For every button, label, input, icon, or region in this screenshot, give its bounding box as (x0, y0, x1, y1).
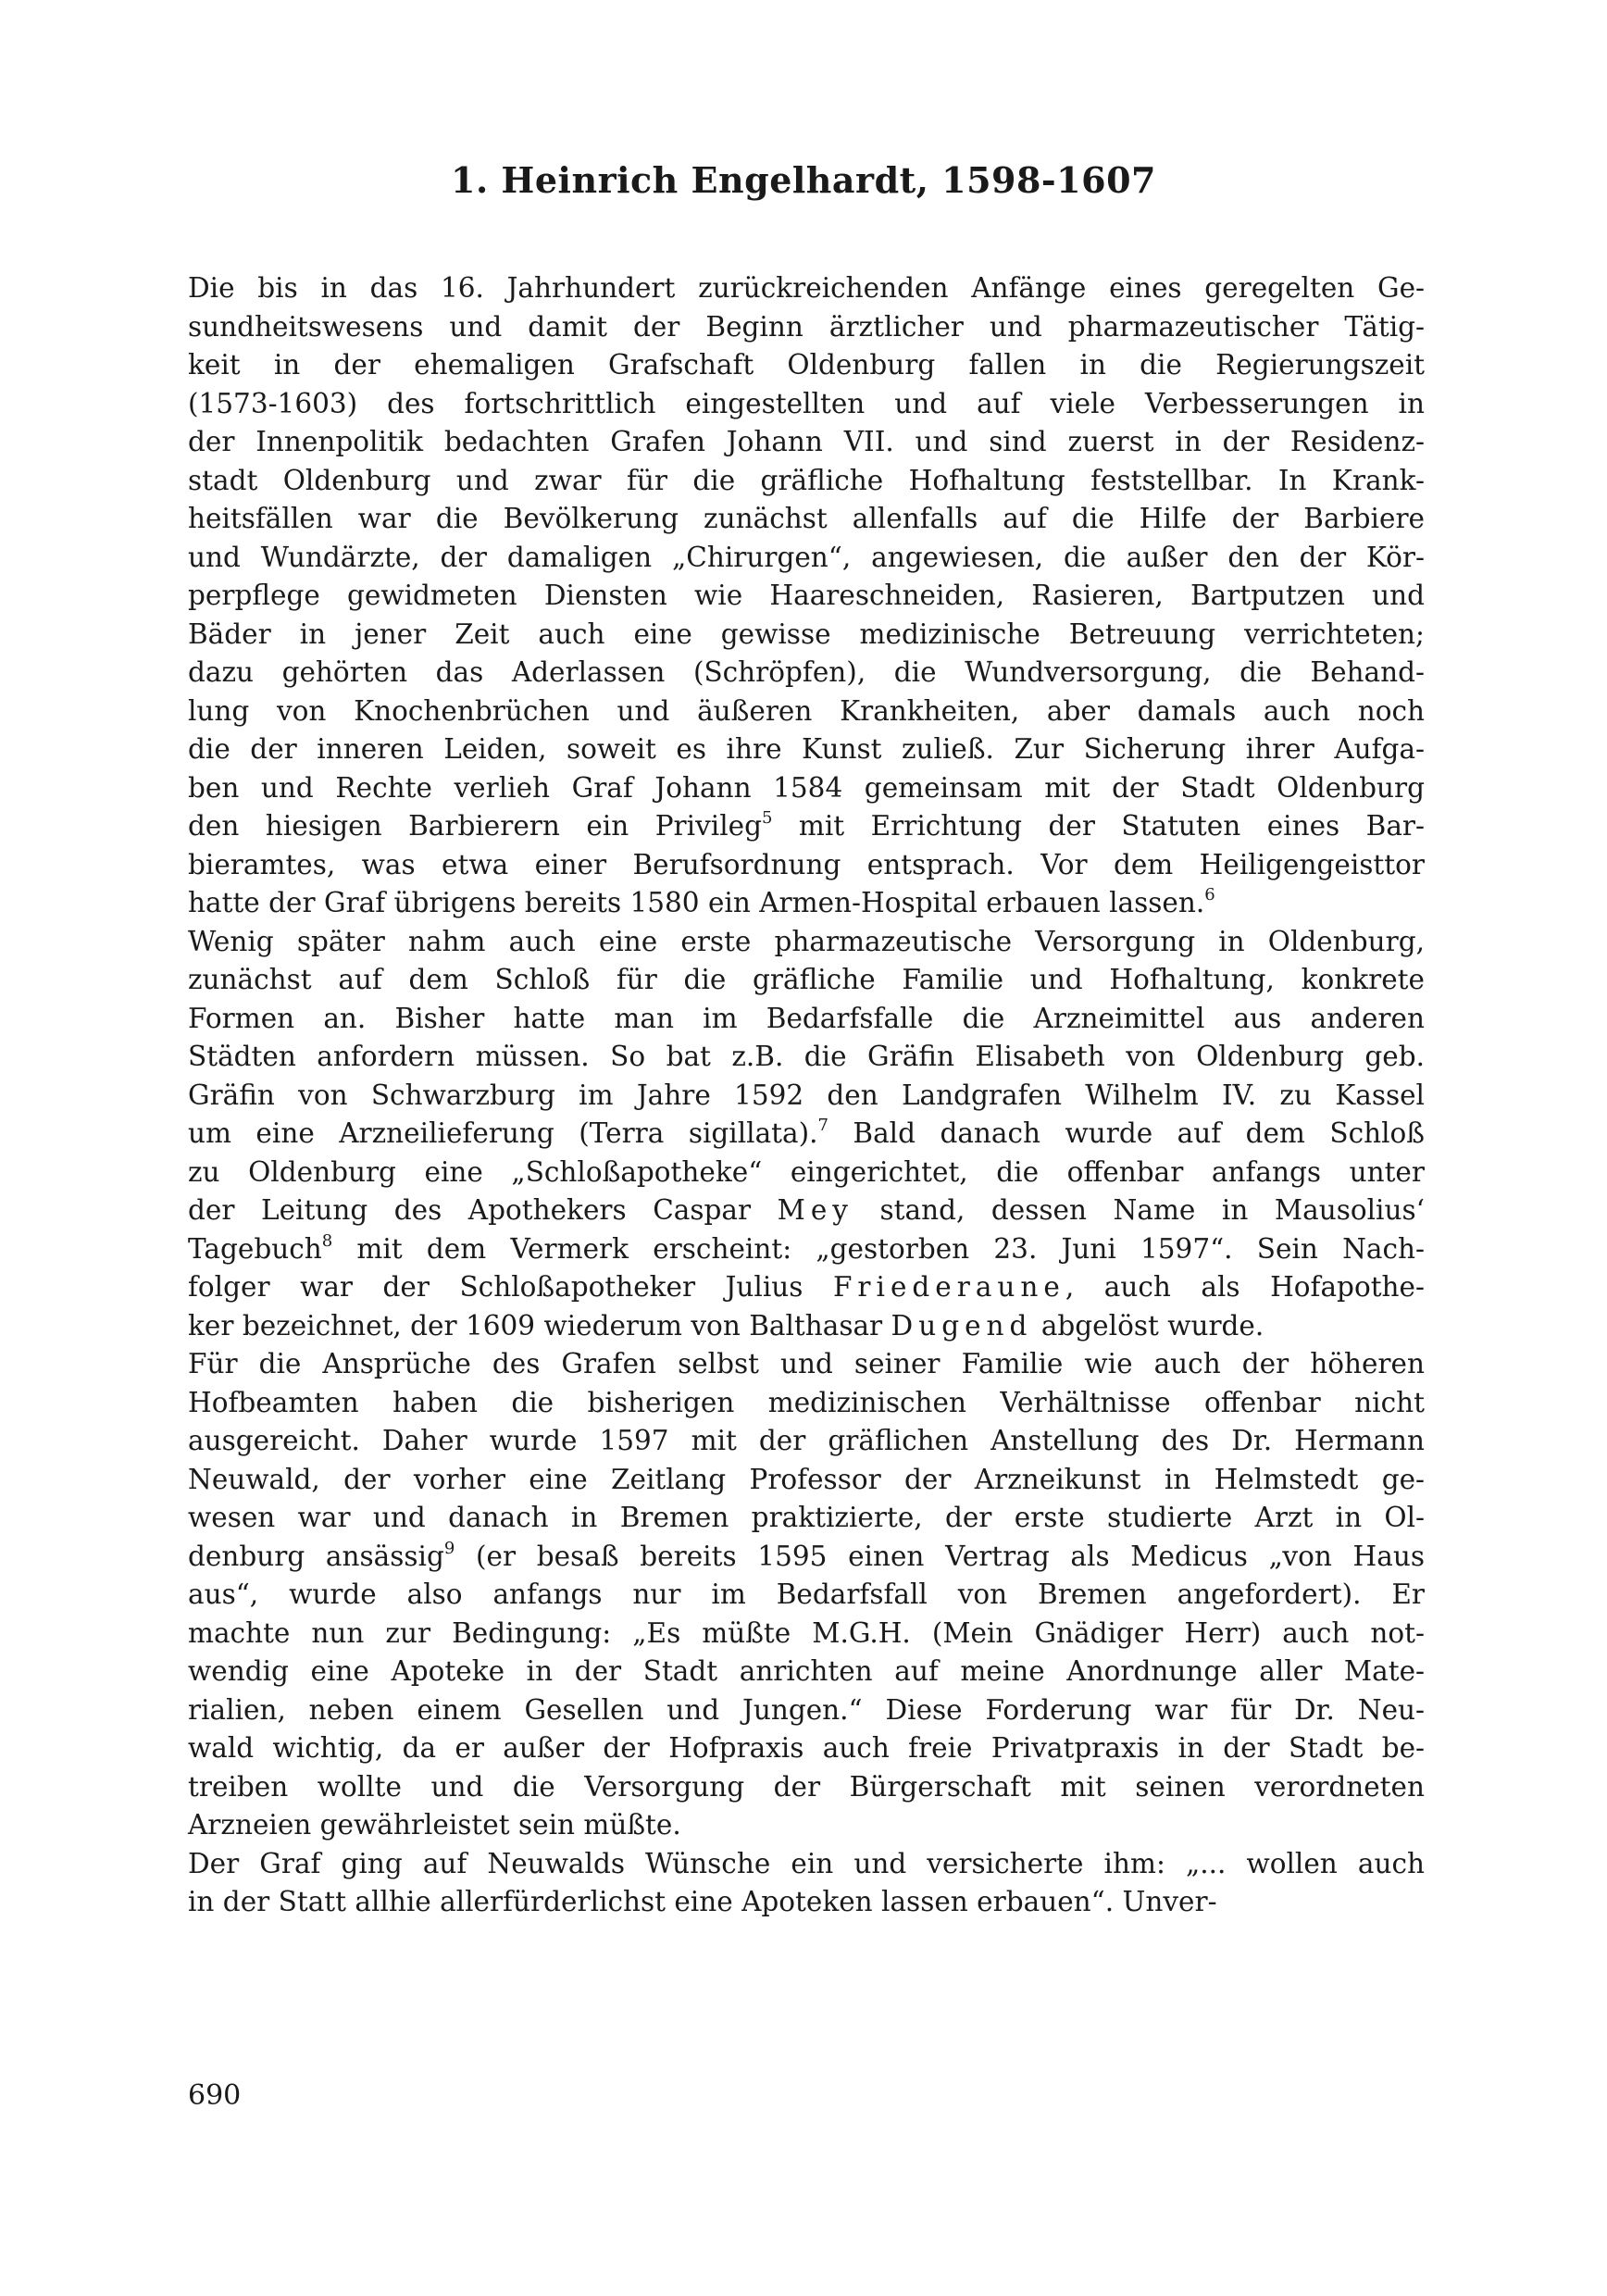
text-segment: den hiesigen Barbierern ein Privileg (188, 810, 762, 842)
text-segment: keit in der ehemaligen Grafschaft Oldenburg fallen in die Regierungszeit (188, 349, 1425, 381)
text-segment: lung von Knochenbrüchen und äußeren Krankheiten, aber damals auch noch (188, 694, 1425, 727)
text-segment: stand, dessen Name in Mausolius‘ (853, 1194, 1425, 1226)
spaced-name: Mey (777, 1194, 853, 1226)
text-segment: aus“, wurde also anfangs nur im Bedarfsfall von Bremen angefordert). Er (188, 1578, 1425, 1610)
text-line (188, 462, 1425, 501)
text-segment: mit dem Vermerk erscheint: „gestorben 23. Juni 1597“. Sein Nach- (332, 1232, 1425, 1265)
text-segment: sundheitswesens und damit der Beginn ärztlicher und pharmazeutischer Tätig- (188, 310, 1425, 343)
text-segment: machte nun zur Bedingung: „Es müßte M.G.H. (Mein Gnädiger Herr) auch not- (188, 1616, 1425, 1649)
text-segment: Gräfin von Schwarzburg im Jahre 1592 den Landgrafen Wilhelm IV. zu Kassel (188, 1079, 1425, 1111)
text-line (188, 1768, 1425, 1807)
text-segment: abgelöst wurde. (1032, 1309, 1264, 1341)
text-line (188, 385, 1425, 424)
text-segment: bieramtes, was etwa einer Berufsordnung entsprach. Vor dem Heiligengeisttor (188, 848, 1425, 880)
text-segment: der Innenpolitik bedachten Grafen Johann VII. und sind zuerst in der Residenz- (188, 426, 1425, 457)
text-line (188, 769, 1425, 808)
text-line (188, 1038, 1425, 1077)
text-line (188, 730, 1425, 769)
spaced-name: Friederaune (832, 1271, 1065, 1303)
text-segment: (er besaß bereits 1595 einen Vertrag als Medicus „von Haus (455, 1540, 1426, 1572)
text-line (188, 1729, 1425, 1768)
text-line (188, 1845, 1425, 1884)
text-line (188, 616, 1425, 655)
text-line (188, 1576, 1425, 1615)
footnote-ref: 5 (761, 808, 773, 829)
text-segment: wesen war und danach in Bremen praktizierte, der erste studierte Arzt in Ol- (188, 1502, 1425, 1533)
text-line (188, 1461, 1425, 1500)
text-line (188, 961, 1425, 1000)
text-line (188, 1307, 1425, 1346)
text-segment: in der Statt allhie allerfürderlichst eine Apoteken lassen erbauen“. Unver- (188, 1886, 1217, 1917)
text-line (188, 1691, 1425, 1730)
footnote-ref: 6 (1204, 885, 1215, 905)
text-segment: Wenig später nahm auch eine erste pharmazeutische Versorgung in Oldenburg, (188, 925, 1425, 957)
text-line (188, 269, 1425, 308)
text-line (188, 1883, 1425, 1922)
text-segment: zu Oldenburg eine „Schloßapotheke“ eingerichtet, die offenbar anfangs unter (188, 1155, 1425, 1188)
text-segment: um eine Arzneilieferung (Terra sigillata). (188, 1117, 818, 1149)
text-line (188, 1384, 1425, 1423)
text-segment: Hofbeamten haben die bisherigen medizinischen Verhältnisse offenbar nicht (188, 1386, 1425, 1418)
text-segment: dazu gehörten das Aderlassen (Schröpfen), die Wundversorgung, die Behand- (188, 656, 1425, 688)
text-line (188, 1499, 1425, 1538)
text-segment: hatte der Graf übrigens bereits 1580 ein Armen-Hospital erbauen lassen. (188, 887, 1205, 918)
text-line (188, 1000, 1425, 1039)
text-line (188, 1538, 1425, 1577)
text-segment: Bäder in jener Zeit auch eine gewisse medizinische Betreuung verrichteten; (188, 618, 1425, 650)
text-segment: denburg ansässig (188, 1540, 444, 1572)
text-segment: folger war der Schloßapotheker Julius (188, 1271, 833, 1303)
text-segment: ker bezeichnet, der 1609 wiederum von Balthasar (188, 1309, 891, 1341)
text-line (188, 1230, 1425, 1269)
text-segment: perpflege gewidmeten Diensten wie Haareschneiden, Rasieren, Bartputzen und (188, 580, 1425, 611)
text-segment: und Wundärzte, der damaligen „Chirurgen“, angewiesen, die außer den der Kör- (188, 541, 1425, 573)
text-segment: Für die Ansprüche des Grafen selbst und seiner Familie wie auch der höheren (188, 1348, 1425, 1379)
footnote-ref: 7 (817, 1116, 828, 1136)
text-line (188, 500, 1425, 539)
text-line (188, 1615, 1425, 1653)
text-line (188, 693, 1425, 731)
text-line (188, 308, 1425, 347)
text-segment: , auch als Hofapothe- (1065, 1271, 1425, 1303)
text-line (188, 539, 1425, 578)
text-segment: stadt Oldenburg und zwar für die gräfliche Hofhaltung feststellbar. In Krank- (188, 464, 1425, 496)
text-segment: zunächst auf dem Schloß für die gräfliche Familie und Hofhaltung, konkrete (188, 964, 1425, 995)
text-segment: der Leitung des Apothekers Caspar (188, 1194, 778, 1226)
text-line (188, 884, 1425, 923)
text-segment: Bald danach wurde auf dem Schloß (828, 1117, 1425, 1149)
text-segment: (1573-1603) des fortschrittlich eingestellten und auf viele Verbesserungen in (188, 387, 1425, 419)
text-segment: Städten anfordern müssen. So bat z.B. die Gräfin Elisabeth von Oldenburg geb. (188, 1041, 1425, 1072)
page-number: 690 (188, 2079, 242, 2112)
text-line (188, 846, 1425, 885)
text-segment: Arzneien gewährleistet sein müßte. (188, 1809, 681, 1841)
text-line (188, 1345, 1425, 1384)
text-line (188, 423, 1425, 462)
text-line (188, 1192, 1425, 1230)
text-segment: wald wichtig, da er außer der Hofpraxis auch freie Privatpraxis in der Stadt be- (188, 1732, 1425, 1764)
text-line (188, 1115, 1425, 1154)
text-segment: die der inneren Leiden, soweit es ihre Kunst zuließ. Zur Sicherung ihrer Aufga- (188, 733, 1425, 765)
text-line (188, 1806, 1425, 1845)
text-line (188, 346, 1425, 385)
text-line (188, 1154, 1425, 1192)
text-segment: ben und Rechte verlieh Graf Johann 1584 gemeinsam mit der Stadt Oldenburg (188, 771, 1425, 804)
text-line (188, 807, 1425, 846)
text-line (188, 923, 1425, 962)
spaced-name: Dugend (891, 1309, 1033, 1341)
chapter-title: 1. Heinrich Engelhardt, 1598-1607 (451, 159, 1156, 201)
body-text (188, 269, 1425, 1922)
text-line (188, 1268, 1425, 1307)
text-segment: Der Graf ging auf Neuwalds Wünsche ein und versicherte ihm: „... wollen auch (188, 1847, 1425, 1879)
text-line (188, 1077, 1425, 1116)
text-line (188, 1653, 1425, 1691)
text-segment: wendig eine Apoteke in der Stadt anrichten auf meine Anordnunge aller Mate- (188, 1655, 1425, 1687)
text-line (188, 654, 1425, 693)
text-segment: heitsfällen war die Bevölkerung zunächst allenfalls auf die Hilfe der Barbiere (188, 503, 1425, 534)
text-segment: ausgereicht. Daher wurde 1597 mit der gräflichen Anstellung des Dr. Hermann (188, 1425, 1425, 1456)
text-segment: Neuwald, der vorher eine Zeitlang Professor der Arzneikunst in Helmstedt ge- (188, 1463, 1425, 1495)
text-segment: Formen an. Bisher hatte man im Bedarfsfalle die Arzneimittel aus anderen (188, 1002, 1425, 1034)
footnote-ref: 8 (321, 1230, 333, 1251)
text-line (188, 577, 1425, 616)
text-segment: mit Errichtung der Statuten eines Bar- (772, 810, 1425, 842)
footnote-ref: 9 (443, 1538, 455, 1558)
text-segment: Die bis in das 16. Jahrhundert zurückreichenden Anfänge eines geregelten Ge- (188, 272, 1425, 304)
text-segment: Tagebuch (188, 1232, 322, 1265)
text-segment: rialien, neben einem Gesellen und Jungen.“ Diese Forderung war für Dr. Neu- (188, 1693, 1425, 1726)
text-line (188, 1422, 1425, 1461)
text-segment: treiben wollte und die Versorgung der Bürgerschaft mit seinen verordneten (188, 1770, 1425, 1803)
